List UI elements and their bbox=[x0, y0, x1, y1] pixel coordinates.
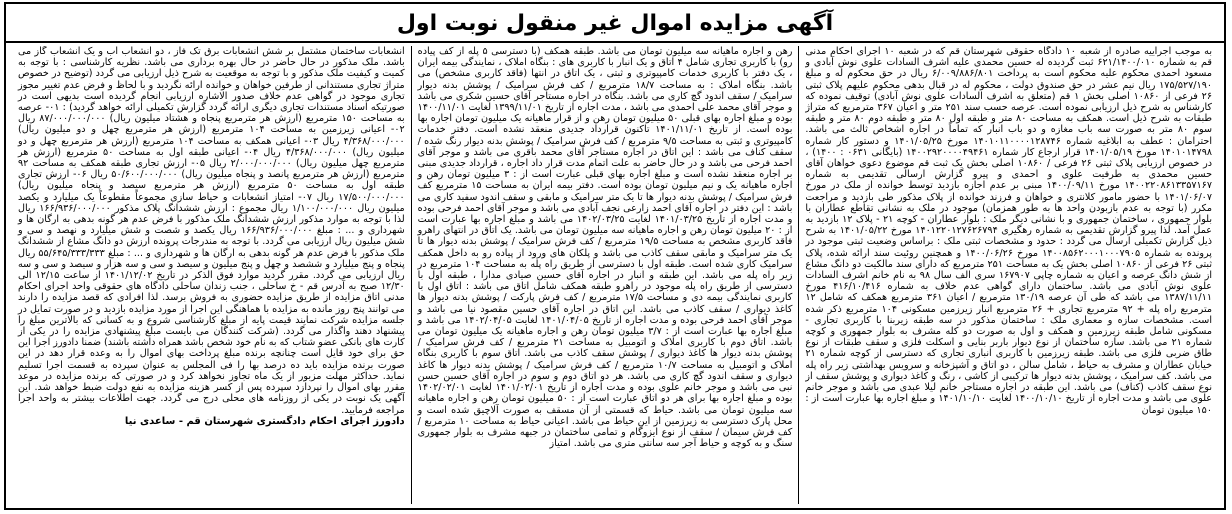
column-left-text: انشعابات ساختمان مشتمل بر شش انشعابات برق تک فاز ، دو انشعاب آب و یک انشعاب گاز می باشد. ملک مذکور در حال حاضر در حال بهره برداری می باشد. نظریه کارشناسی : با توجه به کمیت و کیفیت ملک مذکور و با توجه به موقعیت به شرح ذیل ارزیابی می گردد (توضیح در خصوص متراژ تجاری مستندانی از طرفین خواهان و خوانده ارائه نگردید و با لحاظ و فرض عدم تغییر مجوز تجاری موجود در گواهی عدم خلاف صدور الاشاره ارزیابی انجام گردیده است بدیهی است در صورتیکه اسناد مستندات تجاری دیگری ارائه گردد گزارش تکمیلی ارائه خواهد گردید) : ۰۱- عرصه به مساحت ۱۵۰ مترمربع (ارزش هر مترمربع پنجاه و هشتاد میلیون ریال) ۸۷/۰۰۰/۰۰۰/۰۰۰ ریال ۰۲- اعیانی زیرزمین به مساحت ۱۰۴ مترمربع (ارزش هر مترمربع چهل و دو میلیون ریال) ۴/۳۶۸/۰۰۰/۰۰۰ ریال ۰۳- اعیانی همکف به مساحت ۱۰۴ مترمربع (ارزش هر مترمربع چهل و دو میلیون ریال) ۴/۳۶۸/۰۰۰/۰۰۰ ریال ۰۴- اعیانی طبقه اول به مساحت ۵۰ مترمربع (ارزش هر مترمربع چهل میلیون ریال) ۲/۰۰۰/۰۰۰/۰۰۰ ریال ۰۵- ارزش تجاری طبقه همکف به مساحت ۹۲ مترمربع (ارزش هر مترمربع پانصد و پنجاه میلیون ریال) ۵۰/۶۰۰/۰۰۰/۰۰۰ ریال ۰۶- ارزش تجاری طبقه اول به مساحت ۵۰ مترمربع (ارزش هر مترمربع سیصد و پنجاه میلیون ریال) ۱۷/۵۰۰/۰۰۰/۰۰۰ ریال ۰۷- امتیاز انشعابات و حیاط سازی مجموعاً مقطوعاً یک میلیارد و یکصد میلیون ریال ۱/۱۰۰/۰۰۰/۰۰۰ ریال مجموع : ارزش ششدانگ پلاک مذکور ۱۶۶/۹۳۶/۰۰۰/۰۰۰ ریال لذا با توجه به موارد مذکور ارزش ششدانگ ملک مذکور با فرض عدم هر گونه بدهی به ارگان ها و شهرداری و ... : مبلغ ۱۶۶/۹۳۶/۰۰۰/۰۰۰ ریال یکصد و شصت و شش میلیارد و نهصد و سی و شش میلیون ریال ارزیابی می گردد. با توجه به مندرجات پرونده ارزش دو دانگ مشاع از ششدانگ ملک مذکور با فرض عدم هر گونه بدهی به ارگان ها و شهرداری و ... : مبلغ ۵۵/۶۴۵/۳۳۳/۳۳۳ ریال پنجاه و پنج میلیارد و ششصد و چهل و پنج میلیون و سیصد و سی و سه هزار و سیصد و سی و سه ریال ارزیابی می گردد. مقرر گردید موارد فوق الذکر در تاریخ ۱۴۰۱/۱۲/۰۲ از ساعت ۱۲/۱۵ الی ۱۲/۳۰ صبح به آدرس قم - خ ساحلی ، جنب زندان ساحلی دادگاه های حقوقی واحد اجرای احکام مدنی اتاق مزایده از طریق مزایده حضوری به فروش برسد. لذا افرادی که قصد مزایده را دارند می توانند پنج روز مانده به مزایده با هماهنگی این اجرا از مورد مزایده بازدید و در صورت تمایل در جلسه مزایده شرکت نمایند قیمت پایه از مبلغ کارشناسی شروع و به کسانی که بالاترین مبلغ را پیشنهاد دهند واگذار می گردد. (شرکت کنندگان می بایست مبلغ پیشنهادی مزایده را در یکی از کارت های بانکی عضو شتاب که به نام خود شخص باشد همراه داشته باشند) ضمنا دادورز اجرا این حق برای خود قایل است چنانچه برنده مبلغ پرداخت بهای اموال را به وعده قرار دهد در این صورت برنده مزایده باید ده درصد بها را فی المجلس به عنوان سپرده به قسمت اجرا تسلیم نماید. حداکثر مهلت مزبور از یک ماه تجاوز نخواهد کرد و در صورتی که برنده مزایده در موعد مقرر بهای اموال را نپردازد سپرده پس از کسر هزینه مزایده به نفع دولت ضبط خواهد شد. این آگهی یک نوبت در یکی از روزنامه های محلی درج می گردد. جهت اطلاعات بیشتر به واحد اجرا مراجعه فرمایید. bbox=[18, 46, 405, 416]
signature: دادورز اجرای احکام دادگستری شهرستان قم - ساعدی نیا bbox=[124, 415, 405, 427]
notice-body bbox=[12, 46, 1218, 504]
column-right-text: به موجب اجراییه صادره از شعبه ۱۰ دادگاه حقوقی شهرستان قم که در شعبه ۱۰ اجرای احکام مدنی قم به شماره ۶۲۱/۱۴۰۰/۰۱۰ ثبت گردیده له حسین محمدی علیه اشرف السادات علوی نوش آبادی و مسعود احمدی محکوم علیه محکوم است به پرداخت ۶/۰۰۹/۸۸۶/۸۰۱ ریال در حق محکوم له و مبلغ ۱۷۵/۵۲۷/۱۹۰ ریال نیم عشر در حق صندوق دولت ، محکوم له در قبال بدهی محکوم علیهم پلاک ثبتی ۲۶ فرعی از ۱۰۸۶۰ اصلی بخش ۱ قم (متعلق به اشرف السادات علوی نوش آبادی) توقیف نموده که کارشناس به شرح ذیل ارزیابی نموده است. عرصه حسب سند ۲۵۱ متر و اعیان ۳۶۷ مترمربع که متراژ طبقات به شرح ذیل است. همکف به مساحت ۸۰ متر و طبقه اول ۸۰ متر و طبقه دوم ۸۰ متر و طبقه سوم ۸۰ متر به صورت سه باب مغازه و دو باب انبار که تماماً در اجاره اشخاص ثالث می باشد. احترامان : عطف به ابلاغیه شماره ۱۴۰۱۰۱۱۰۰۰۰۱۲۸۷۴۶ مورخ ۱۴۰۱/۰۵/۲۵ و دستور کار شماره ۱۴۰۱۰۱۴۷۹۸ مورخ ۱۴۰۱/۰۵/۱۹ قرار ارجاع کار شماره ۱۴۰۰۲۹۲۰۰۰۰۴۹۴۶۱ (بایگانی ۰۶۳۱ : ۱۴۰۰) ، در خصوص ارزیابی پلاک ثبتی ۲۶ فرعی / ۱۰۸۶۰ اصلی بخش یک ثبت قم موضوع دعوی خواهان آقای حسین محمدی به طرفیت علوی و احمدی و پیرو گزارش ارسالی تقدیمی به شماره ۱۴۰۰۲۲۰۸۶۱۳۳۵۷۱۶۷ مورخ ۱۴۰۰/۰۹/۱۱ مبنی بر عدم اجازه بازدید توسط خوانده از ملک در مورخ ۱۴۰۱/۰۶/۰۷ با حضور مامور کلانتری و خواهان و فرزند خوانده از پلاک مذکور طی بازدید و مراجعت مکرر (با توجه به عدم بازبودن واحد ها به طور همزمان) موجود در ملک به نشانی تقاطع عطاران با بلوار جمهوری ، ساختمان جمهوری و با نشانی دیگر ملک : بلوار عطاران - کوچه ۲۱ - پلاک ۱۲ بازدید به عمل آمد. لذا پیرو گزارش تقدیمی به شماره رهگیری ۱۴۰۱۲۲۰۱۲۷۶۲۶۷۹۴ مورخ ۱۴۰۱/۰۵/۲۲ به شرح ذیل گزارش تکمیلی ارسال می گردد : حدود و مشخصات ثبتی ملک : براساس وضعیت ثبتی موجود در پرونده به شماره ۱۴۰۰۸۵۶۲۰۰۰۱۰۰۰۷۹۰۵ مورخ ۱۴۰۰/۰۶/۲۶ و همچنین روئیت سند ارائه شده، پلاک ثبتی ۲۶ فرعی از ۱۰۸۶۰ اصلی بخش یک به مساحت ۲۵۱ مترمربع که دارای سند مالکیت دو دانگ مشاع از شش دانگ عرصه و اعیان به شماره چاپی ۱۶۷۹۰۷ سری الف سال ۹۸ به نام خانم اشرف السادات علوی نوش آبادی می باشد. ساختمان دارای گواهی عدم خلاف به شماره ۴۱۶/۱۰/۴۱۶ مورخ ۱۳۸۷/۱۱/۱۱ می باشد که طی آن عرصه ۱۳۰/۱۹ مترمربع / اعیان ۳۶۱ مترمربع همکف که شامل ۱۲ مترمربع راه پله + ۹۲ مترمربع تجاری + ۲۶ مترمربع انبار زیرزمین مسکونی ۱۰۴ مترمربع ذکر شده است. مشخصات سازه و معماری ملک : ساختمان مذکور در سه طبقه زیربنا با کاربری تجاری - مسکونی شامل طبقه زیرزمین و همکف و اول به صورت دو کله مشرف به بلوار جمهوری و کوچه شماره ۲۱ می باشد. سازه ساختمان از نوع دیوار باربر بنایی و اسکلت فلزی و سقف طبقات از نوع طاق ضربی فلزی می باشد. طبقه زیرزمین با کاربری انباری تجاری که دسترسی از کوچه شماره ۲۱ خیابان عطاران و مشرف به حیاط ، شامل سالن ، دو اتاق و آشپزخانه و سرویس بهداشتی زیر راه پله می باشد. کف سرامیک ، پوشش بدنه دیوار ها ترکیبی از کاشی ، رنگ و کاغذ دیواری و پوشش سقف از نوع سقف کاذب (کناف) می باشد. این طبقه در اجاره مستاجر خانم لیلا عبدی می باشد و موجر خانم علوی می باشد و مدت اجاره از تاریخ ۱۴۰۰/۱۰/۱۰ لغایت ۱۴۰۱/۱۰/۱۰ و مبلغ اجاره بها عبارت است از : ۱۵۰ میلیون تومان bbox=[805, 46, 1213, 416]
notice-title: آگهی مزایده اموال غیر منقول نوبت اول bbox=[396, 10, 834, 36]
column-middle-text: رهن و اجاره ماهیانه سه میلیون تومان می باشد. طبقه همکف (با دسترسی ۵ پله از کف پیاده رو) با کاربری تجاری شامل ۴ اتاق و یک انبار با کاربری های : بنگاه املاک ، نمایندگی بیمه ایران ، یک دفتر با کاربری خدمات کامپیوتری و ثبتی ، یک اتاق در انتها (فاقد کاربری مشخص) می باشد. بنگاه املاک : به مساحت ۱۸/۷ مترمربع / کف فرش سرامیک / پوشش بدنه دیوار سرامیک / سقف اندود گچ کاری می باشد. بنگاه در اجاره مستاجر آقای حسین شکری می باشد و موجر آقای محمد علی احمدی می باشد ، مدت اجاره از تاریخ ۱۳۹۹/۱۱/۰۱ لغایت ۱۴۰۰/۱۱/۰۱ بوده و مبلغ اجاره بهای قبلی ۵۰ میلیون تومان رهن و از قرار ماهیانه یک میلیون تومان اجاره بها بوده است. از تاریخ ۱۴۰۱/۱۱/۰۱ تاکنون قرارداد جدیدی منعقد نشده است. دفتر خدمات کامپیوتری و ثبتی به مساحت ۹/۵ مترمربع / کف فرش سرامیک / پوشش بدنه دیوار رنگ شده / سقف کناف می باشد : این اتاق در اجاره مستاجر آقای محمد باقری می باشد و موجر آقای احمد فرحی می باشد و در حال حاضر به علت اتمام مدت قرار داد اجاره ، قرارداد جدیدی مبنی بر اجاره منعقد نشده است و مبلغ اجاره بهای قبلی عبارت است از : ۳ میلیون تومان رهن و اجاره ماهیانه یک و نیم میلیون تومان بوده است. دفتر بیمه ایران به مساحت ۱۵ مترمربع کف فرش سرامیک / پوشش بدنه دیوار ها تا یک متر سرامیک و مابقی و سقف اندود سفید کاری می باشد : این دفتر در اجاره آقای احمد زارعی نجف آبادی می باشد و موجر آقای احمد فرحی بوده و مدت اجاره از تاریخ ۱۴۰۱/۰۳/۲۵ لغایت ۱۴۰۲/۰۳/۲۵ می باشد و مبلغ اجاره بها عبارت است از : ۲۰ میلیون تومان رهن و اجاره ماهیانه سه میلیون تومان می باشد. یک اتاق در انتهای راهرو فاقد کاربری مشخص به مساحت ۱۹/۵ مترمربع / کف فرش سرامیک / پوشش بدنه دیوار ها تا یک متر سرامیک و مابقی سقف کاذب می باشد و پلکان های ورود از پیاده رو به داخل همکف سرامیک کاری شده است. طبقه اول با دسترسی از طریق راه پله به مساحت ۱۰۴ مترمربع در زیر راه پله می باشد. این طبقه و انبار در اجاره آقای حسین صیادی مدارا ، طبقه اول با دسترسی از طریق راه پله موجود در راهرو طبقه همکف شامل اتاق می باشد : اتاق اول با کاربری نمایندگی بیمه دی و مساحت ۱۷/۵ مترمربع / کف فرش پارکت / پوشش بدنه دیوار ها کاغذ دیواری / سقف کاذب می باشد. این اتاق در اجاره آقای حسین مقصود نیا می باشد و موجر آقای احمد فرحی بوده و مدت اجاره از تاریخ ۱۴۰۱/۰۴/۰۵ لغایت ۱۴۰۲/۰۴/۰۵ می باشد و مبلغ اجاره بها عبارت است از : ۳/۷ میلیون تومان رهن و اجاره ماهیانه یک میلیون تومان می باشد. اتاق دوم با کاربری املاک و اتومبیل به مساحت ۲۱ مترمربع / کف فرش سرامیک / پوشش بدنه دیوار ها کاغذ دیواری / پوشش سقف کاذب می باشد. اتاق سوم با کاربری بنگاه املاک و اتومبیل به مساحت ۱۰/۷ مترمربع / کف فرش سرامیک / پوشش بدنه دیوار ها کاغذ دیواری و سقف اندود گچ کاری می باشد. هر دو اتاق دوم و سوم در اجاره آقای حسین حسن نبی می باشد و موجر خانم علوی بوده و مدت اجاره از تاریخ ۱۴۰۱/۰۲/۰۱ لغایت ۱۴۰۲/۰۲/۰۱ بوده و مبلغ اجاره بها برای هر دو اتاق عبارت است از : ۵۰ میلیون تومان رهن و اجاره ماهیانه سه میلیون تومان می باشد. حیاط که قسمتی از آن مسقف به صورت آلاچیق شده است و محل پارک دسترسی به زیرزمین از این حیاط می باشد. اعیانی حیاط به مساحت ۱۰ مترمربع / کف فرش سیمان / سقف از نوع ایزوگام و تمامی ساختمان در جبهه مشرف به بلوار جمهوری سنگ و به کوچه و حیاط آجر سه سانتی متری می باشد. امتیاز bbox=[417, 46, 793, 450]
notice-frame bbox=[4, 2, 1226, 510]
column-middle bbox=[411, 46, 800, 504]
column-right bbox=[799, 46, 1218, 504]
column-left bbox=[12, 46, 411, 504]
title-divider bbox=[6, 41, 1224, 43]
